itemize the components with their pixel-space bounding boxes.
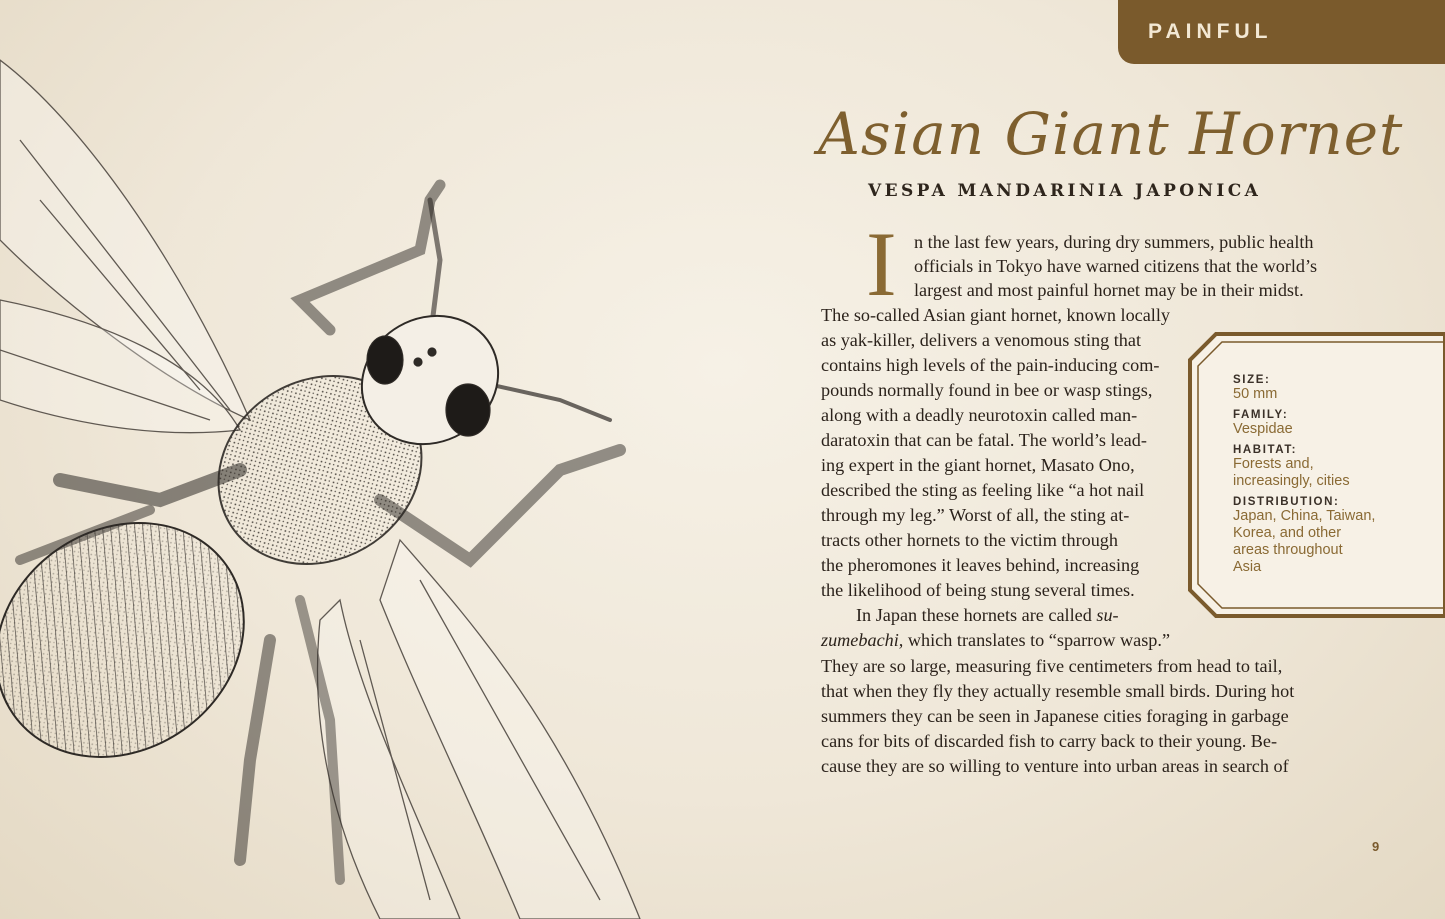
distribution-label: DISTRIBUTION: <box>1233 496 1340 508</box>
page-number: 9 <box>1372 839 1380 854</box>
body-line: through my leg.” Worst of all, the sting at- <box>821 505 1130 525</box>
body-line: The so-called Asian giant hornet, known locally <box>821 305 1171 325</box>
drop-cap: I <box>866 213 897 315</box>
habitat-value: increasingly, cities <box>1233 473 1350 489</box>
body-line: n the last few years, during dry summers, public health <box>914 232 1314 252</box>
body-line: ing expert in the giant hornet, Masato Ono, <box>821 455 1135 475</box>
body-line: summers they can be seen in Japanese cities foraging in garbage <box>821 706 1289 726</box>
habitat-value: Forests and, <box>1233 456 1314 472</box>
body-line: cans for bits of discarded fish to carry back to their young. Be- <box>821 731 1278 751</box>
info-box-content <box>1233 368 1433 576</box>
body-line: the pheromones it leaves behind, increasing <box>821 555 1140 575</box>
species-info-box <box>1186 330 1445 620</box>
body-line: largest and most painful hornet may be in their midst. <box>914 280 1304 300</box>
family-value: Vespidae <box>1233 421 1293 437</box>
body-line: contains high levels of the pain-inducing com- <box>821 355 1160 375</box>
body-line: pounds normally found in bee or wasp stings, <box>821 380 1153 400</box>
body-line: daratoxin that can be fatal. The world’s lead- <box>821 430 1147 450</box>
section-tab-label: PAINFUL <box>1148 20 1273 43</box>
body-line: In Japan these hornets are called su- <box>856 605 1119 625</box>
species-latin-name: VESPA MANDARINIA JAPONICA <box>868 181 1262 201</box>
size-value: 50 mm <box>1233 386 1278 402</box>
distribution-value: Korea, and other <box>1233 525 1342 541</box>
family-label: FAMILY: <box>1233 409 1289 421</box>
body-line: along with a deadly neurotoxin called man- <box>821 405 1138 425</box>
distribution-value: Asia <box>1233 559 1262 575</box>
body-line: that when they fly they actually resemble small birds. During hot <box>821 681 1295 701</box>
body-line: the likelihood of being stung several times. <box>821 580 1135 600</box>
body-line: as yak-killer, delivers a venomous sting that <box>821 330 1142 350</box>
habitat-label: HABITAT: <box>1233 444 1298 456</box>
body-line: tracts other hornets to the victim through <box>821 530 1118 550</box>
section-tab <box>1118 0 1445 64</box>
body-line: described the sting as feeling like “a hot nail <box>821 480 1145 500</box>
size-label: SIZE: <box>1233 374 1271 386</box>
body-line: cause they are so willing to venture into urban areas in search of <box>821 756 1289 776</box>
species-title: Asian Giant Hornet <box>818 100 1404 168</box>
distribution-value: areas throughout <box>1233 542 1343 558</box>
body-line: zumebachi, which translates to “sparrow wasp.” <box>821 630 1171 650</box>
body-line: They are so large, measuring five centimeters from head to tail, <box>821 656 1283 676</box>
body-line: officials in Tokyo have warned citizens that the world’s <box>914 256 1318 276</box>
distribution-value: Japan, China, Taiwan, <box>1233 508 1376 524</box>
